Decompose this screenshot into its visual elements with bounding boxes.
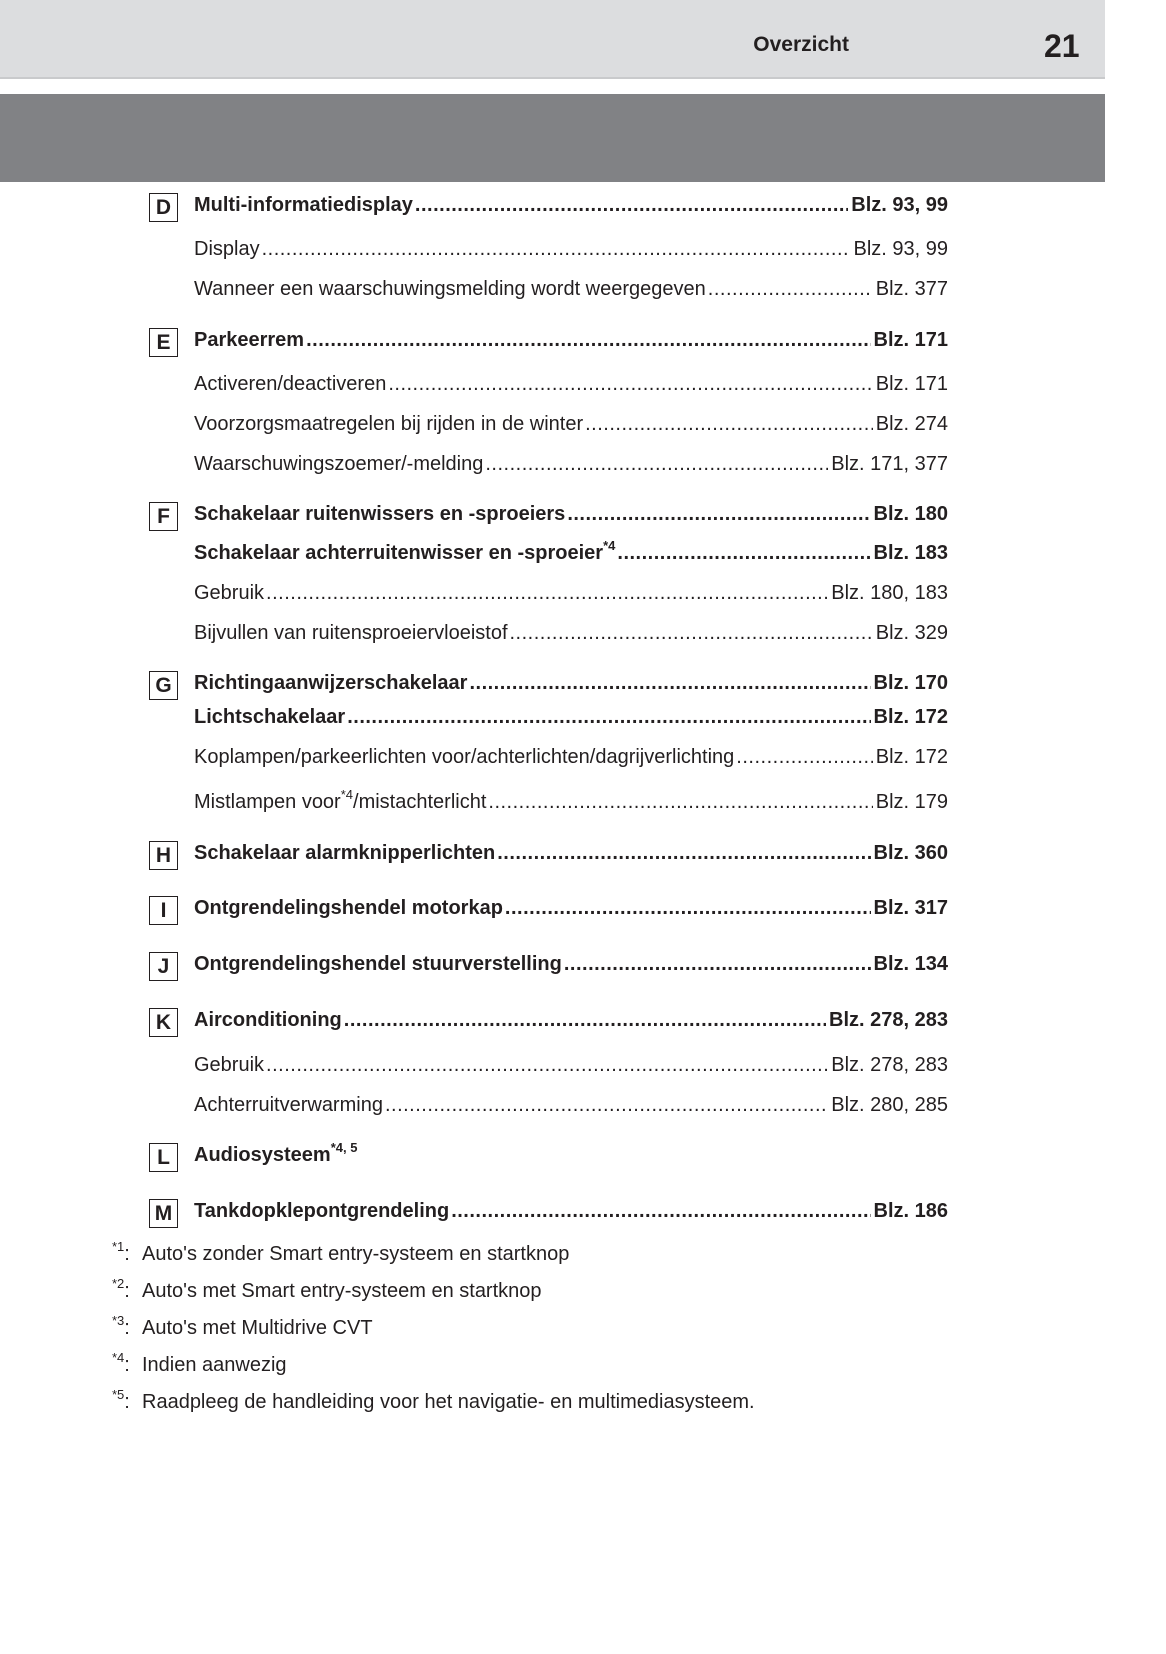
- footnote-text: Auto's met Multidrive CVT: [142, 1317, 373, 1339]
- entry-title: [194, 1140, 358, 1167]
- page-reference: Blz. 317: [873, 897, 948, 919]
- index-entry: [194, 194, 948, 222]
- index-entry: [194, 413, 948, 441]
- index-entry: [194, 842, 948, 870]
- entry-title: [194, 1054, 264, 1077]
- footnote-text: Auto's zonder Smart entry-systeem en startknop: [142, 1243, 570, 1265]
- entry-title-suffix: /mistachterlicht: [353, 791, 487, 813]
- entry-title-text: Schakelaar achterruitenwisser en -sproeier: [194, 542, 604, 564]
- entry-title-text: Gebruik: [194, 582, 265, 604]
- page-reference: Blz. 180: [873, 503, 948, 525]
- leader-dots: [617, 542, 870, 565]
- page-reference: Blz. 93, 99: [851, 194, 948, 216]
- footnote-colon: :: [124, 1391, 130, 1413]
- entry-title: [194, 842, 495, 865]
- entry-title-text: Schakelaar ruitenwissers en -sproeiers: [194, 503, 566, 525]
- leader-dots: [488, 791, 872, 814]
- item-letter-box: M: [149, 1199, 178, 1228]
- entry-title-text: Activeren/deactiveren: [194, 373, 387, 395]
- index-entry: [194, 706, 948, 734]
- entry-title-text: Ontgrendelingshendel motorkap: [194, 897, 503, 919]
- page-reference: Blz. 180, 183: [831, 582, 948, 604]
- leader-dots: [708, 278, 873, 301]
- page-reference: Blz. 171: [873, 329, 948, 351]
- page-reference: Blz. 278, 283: [831, 1054, 948, 1076]
- index-entry: [194, 238, 948, 266]
- header-band: [0, 94, 1105, 182]
- leader-dots: [451, 1200, 870, 1223]
- index-entry: [194, 373, 948, 401]
- item-letter-box: L: [149, 1143, 178, 1172]
- page-reference: Blz. 172: [875, 746, 948, 768]
- item-letter-box: E: [149, 328, 178, 357]
- entry-title-text: Wanneer een waarschuwingsmelding wordt weergegeven: [194, 278, 706, 300]
- entry-title: [194, 582, 264, 605]
- page-reference: Blz. 172: [873, 706, 948, 728]
- page-reference: Blz. 280, 285: [831, 1094, 948, 1116]
- page-reference: Blz. 186: [873, 1200, 948, 1222]
- index-entry: [194, 897, 948, 925]
- entry-title-text: Multi-informatiedisplay: [194, 194, 413, 216]
- leader-dots: [469, 672, 870, 695]
- leader-dots: [485, 453, 828, 476]
- leader-dots: [266, 582, 828, 605]
- entry-title: [194, 1009, 342, 1032]
- entry-title-text: Waarschuwingszoemer/-melding: [194, 453, 484, 475]
- entry-title: [194, 238, 260, 261]
- leader-dots: [388, 373, 872, 396]
- page-reference: Blz. 360: [873, 842, 948, 864]
- entry-title: [194, 453, 483, 476]
- entry-title: [194, 413, 583, 436]
- index-entry: [194, 1054, 948, 1082]
- index-entry: [194, 329, 948, 357]
- footnote-colon: :: [124, 1280, 130, 1302]
- entry-title-text: Parkeerrem: [194, 329, 305, 351]
- index-entry: [194, 1094, 948, 1122]
- leader-dots: [497, 842, 870, 865]
- entry-title-text: Tankdopklepontgrendeling: [194, 1200, 450, 1222]
- footnote-mark: *1: [112, 1239, 125, 1254]
- leader-dots: [415, 194, 848, 217]
- leader-dots: [266, 1054, 828, 1077]
- footnote-text: Raadpleeg de handleiding voor het navigatie- en multimediasysteem.: [142, 1391, 755, 1413]
- footnote-colon: :: [124, 1243, 130, 1265]
- entry-title: [194, 897, 503, 920]
- leader-dots: [306, 329, 870, 352]
- page-reference: Blz. 93, 99: [853, 238, 948, 260]
- entry-title-text: Gebruik: [194, 1054, 265, 1076]
- footnote-mark: *4: [112, 1350, 125, 1365]
- leader-dots: [344, 1009, 826, 1032]
- footnote-mark: *3: [112, 1313, 125, 1328]
- footnote-ref: *4: [603, 538, 616, 553]
- page-reference: Blz. 171, 377: [831, 453, 948, 475]
- index-entry: [194, 538, 948, 570]
- entry-title: [194, 538, 616, 565]
- footnote: [112, 1313, 373, 1340]
- page-reference: Blz. 134: [873, 953, 948, 975]
- entry-title: [194, 278, 706, 301]
- index-entry: [194, 672, 948, 700]
- leader-dots: [262, 238, 851, 261]
- page-reference: Blz. 171: [875, 373, 948, 395]
- index-entry: [194, 582, 948, 610]
- index-entry: [194, 453, 948, 481]
- index-entry: [194, 746, 948, 774]
- leader-dots: [585, 413, 873, 436]
- entry-title: [194, 787, 487, 814]
- page-reference: Blz. 170: [873, 672, 948, 694]
- entry-title-text: Mistlampen voor: [194, 791, 341, 813]
- leader-dots: [510, 622, 873, 645]
- section-title: Overzicht: [753, 33, 849, 56]
- page-header: [0, 0, 1105, 79]
- entry-title-text: Display: [194, 238, 260, 260]
- page-number: 21: [1044, 28, 1080, 64]
- item-letter-box: H: [149, 841, 178, 870]
- index-entry: [194, 1140, 948, 1172]
- footnote: [112, 1350, 287, 1377]
- leader-dots: [564, 953, 871, 976]
- entry-title-text: Audiosysteem: [194, 1144, 331, 1166]
- footnote-colon: :: [124, 1354, 130, 1376]
- index-entry: [194, 503, 948, 531]
- entry-title: [194, 1200, 449, 1223]
- entry-title: [194, 672, 467, 695]
- entry-title-text: Koplampen/parkeerlichten voor/achterlichten/dagrijverlichting: [194, 746, 735, 768]
- entry-title: [194, 194, 413, 217]
- index-entry: [194, 787, 948, 819]
- entry-title: [194, 622, 508, 645]
- page-reference: Blz. 179: [875, 791, 948, 813]
- item-letter-box: K: [149, 1008, 178, 1037]
- leader-dots: [567, 503, 870, 526]
- footnote: [112, 1387, 755, 1414]
- footnote-ref: *4: [340, 787, 354, 802]
- page-reference: Blz. 329: [875, 622, 948, 644]
- index-entry: [194, 953, 948, 981]
- item-letter-box: D: [149, 193, 178, 222]
- entry-title: [194, 503, 565, 526]
- leader-dots: [385, 1094, 828, 1117]
- index-entry: [194, 1200, 948, 1228]
- entry-title-text: Achterruitverwarming: [194, 1094, 383, 1116]
- leader-dots: [505, 897, 871, 920]
- footnote-mark: *5: [112, 1387, 125, 1402]
- entry-title-text: Bijvullen van ruitensproeiervloeistof: [194, 622, 508, 644]
- page-reference: Blz. 183: [873, 542, 948, 564]
- index-entry: [194, 1009, 948, 1037]
- entry-title: [194, 329, 304, 352]
- entry-title-text: Schakelaar alarmknipperlichten: [194, 842, 496, 864]
- footnote-ref: *4, 5: [330, 1140, 358, 1155]
- index-entry: [194, 278, 948, 306]
- footnote-text: Auto's met Smart entry-systeem en startknop: [142, 1280, 542, 1302]
- item-letter-box: F: [149, 502, 178, 531]
- entry-title-text: Airconditioning: [194, 1009, 342, 1031]
- leader-dots: [736, 746, 872, 769]
- entry-title: [194, 706, 345, 729]
- entry-title: [194, 1094, 383, 1117]
- entry-title: [194, 373, 386, 396]
- item-letter-box: G: [149, 671, 178, 700]
- entry-title: [194, 953, 562, 976]
- entry-title-text: Voorzorgsmaatregelen bij rijden in de winter: [194, 413, 584, 435]
- entry-title: [194, 746, 734, 769]
- entry-title-text: Lichtschakelaar: [194, 706, 346, 728]
- footnote-mark: *2: [112, 1276, 125, 1291]
- footnote: [112, 1239, 570, 1266]
- page-reference: Blz. 278, 283: [829, 1009, 948, 1031]
- index-entry: [194, 622, 948, 650]
- footnote-text: Indien aanwezig: [142, 1354, 287, 1376]
- entry-title-text: Ontgrendelingshendel stuurverstelling: [194, 953, 562, 975]
- entry-title-text: Richtingaanwijzerschakelaar: [194, 672, 468, 694]
- leader-dots: [347, 706, 870, 729]
- page-reference: Blz. 377: [875, 278, 948, 300]
- footnote: [112, 1276, 542, 1303]
- item-letter-box: J: [149, 952, 178, 981]
- item-letter-box: I: [149, 896, 178, 925]
- page-reference: Blz. 274: [875, 413, 948, 435]
- footnote-colon: :: [124, 1317, 130, 1339]
